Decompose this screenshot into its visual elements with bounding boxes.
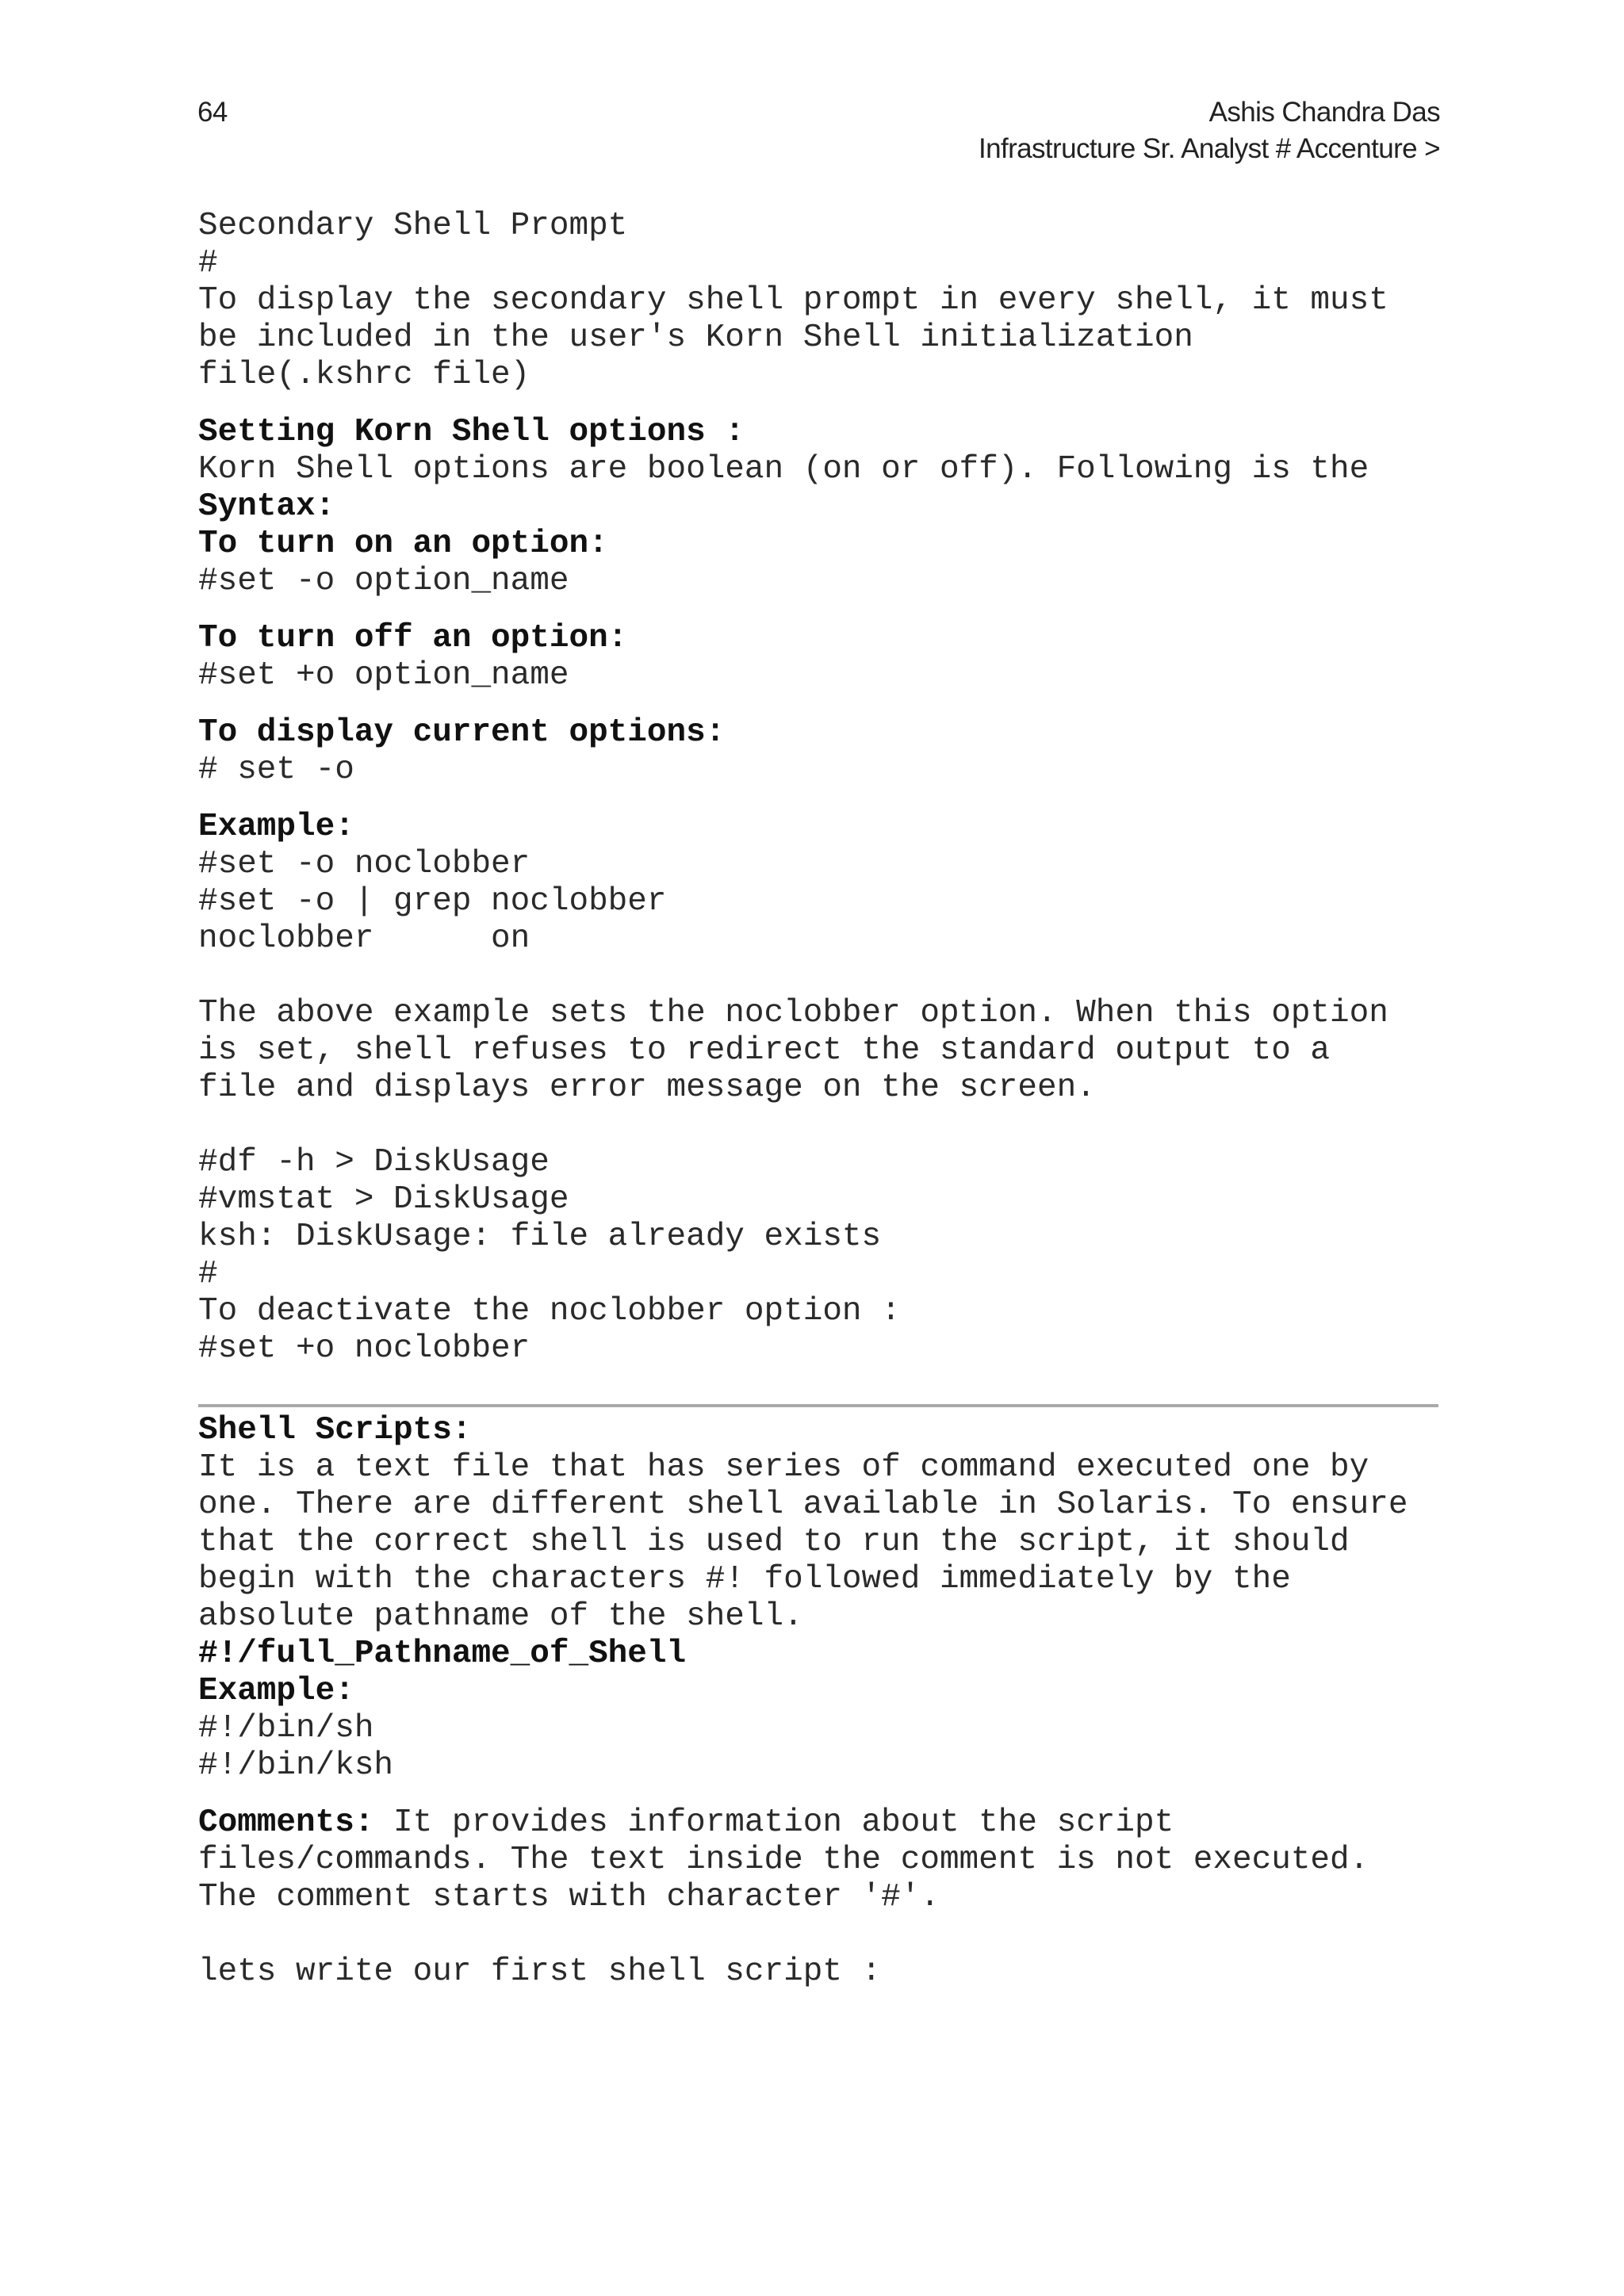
display-options-command: # set -o [198,752,354,788]
noclobber-explanation-line: file and displays error message on the screen. [198,1070,1096,1106]
noclobber-demo-line: #set +o noclobber [198,1330,530,1367]
secondary-prompt-desc-line: be included in the user's Korn Shell initialization [198,320,1193,356]
syntax-label: Syntax: [198,488,335,525]
page-number: 64 [197,97,228,128]
turn-off-label: To turn off an option: [198,620,628,656]
shell-scripts-desc-line: that the correct shell is used to run the script, it should [198,1524,1350,1560]
secondary-prompt-hash: # [198,245,218,281]
shebang-example-line: #!/bin/ksh [198,1747,394,1784]
comments-text: It provides information about the script [373,1804,1174,1841]
noclobber-demo-line: # [198,1256,218,1292]
turn-off-command: #set +o option_name [198,657,569,694]
korn-options-intro: Korn Shell options are boolean (on or off). Following is the [198,451,1369,488]
options-example-label: Example: [198,809,354,845]
shell-scripts-heading: Shell Scripts: [198,1412,472,1448]
comments-label: Comments: [198,1804,374,1841]
options-example-line: #set -o | grep noclobber [198,883,667,920]
noclobber-demo-line: #vmstat > DiskUsage [198,1181,569,1218]
shebang-example-label: Example: [198,1673,354,1709]
options-example-line: noclobber on [198,920,530,957]
comments-line: The comment starts with character '#'. [198,1879,940,1915]
shebang-example-line: #!/bin/sh [198,1710,374,1747]
noclobber-demo-line: #df -h > DiskUsage [198,1144,550,1181]
page-body [198,208,1443,1991]
shebang-syntax: #!/full_Pathname_of_Shell [198,1636,687,1672]
author-name: Ashis Chandra Das [1208,97,1440,128]
noclobber-demo-line: To deactivate the noclobber option : [198,1293,901,1330]
shell-scripts-desc-line: one. There are different shell available in Solaris. To ensure [198,1487,1408,1523]
shell-scripts-desc-line: absolute pathname of the shell. [198,1598,803,1635]
section-divider [198,1404,1438,1407]
secondary-prompt-heading: Secondary Shell Prompt [198,208,628,244]
noclobber-explanation-line: The above example sets the noclobber option. When this option [198,995,1388,1031]
shell-scripts-desc-line: begin with the characters #! followed immediately by the [198,1561,1291,1598]
turn-on-command: #set -o option_name [198,563,569,599]
options-example-line: #set -o noclobber [198,846,530,882]
comments-line [198,1804,1443,1842]
display-options-label: To display current options: [198,714,726,751]
korn-options-heading: Setting Korn Shell options : [198,414,745,450]
comments-line: files/commands. The text inside the comment is not executed. [198,1842,1369,1878]
closing-line: lets write our first shell script : [198,1954,882,1990]
secondary-prompt-desc-line: file(.kshrc file) [198,357,530,393]
turn-on-label: To turn on an option: [198,526,608,562]
shell-scripts-desc-line: It is a text file that has series of command executed one by [198,1449,1369,1486]
author-role: Infrastructure Sr. Analyst # Accenture > [978,133,1440,164]
noclobber-explanation-line: is set, shell refuses to redirect the standard output to a [198,1032,1331,1069]
noclobber-demo-line: ksh: DiskUsage: file already exists [198,1219,882,1255]
secondary-prompt-desc-line: To display the secondary shell prompt in every shell, it must [198,282,1388,319]
